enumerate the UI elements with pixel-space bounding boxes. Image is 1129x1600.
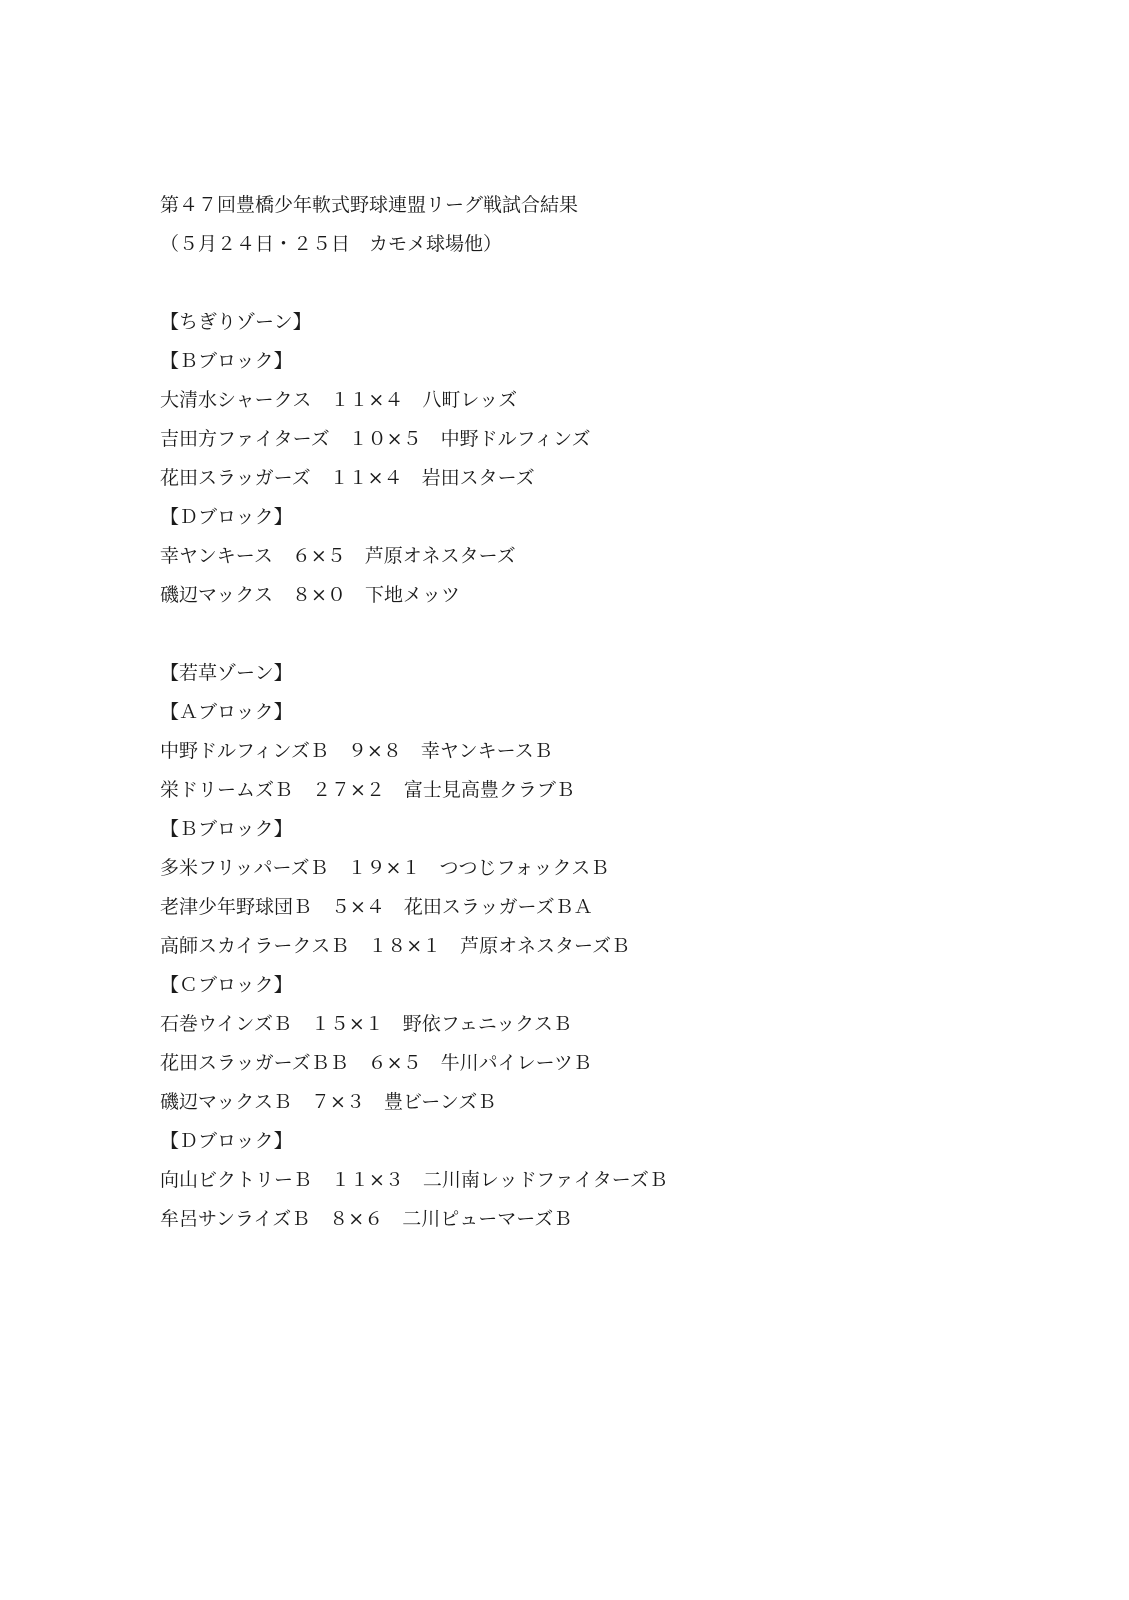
game-result: 向山ビクトリーＢ １１×３ 二川南レッドファイターズＢ bbox=[160, 1169, 668, 1191]
game-result: 磯辺マックスＢ ７×３ 豊ビーンズＢ bbox=[160, 1091, 497, 1113]
game-result: 多米フリッパーズＢ １９×１ つつじフォックスＢ bbox=[160, 857, 610, 879]
game-result: 花田スラッガーズＢＢ ６×５ 牛川パイレーツＢ bbox=[160, 1052, 592, 1074]
game-result: 牟呂サンライズＢ ８×６ 二川ピューマーズＢ bbox=[160, 1208, 573, 1230]
game-result: 花田スラッガーズ １１×４ 岩田スターズ bbox=[160, 467, 535, 489]
spacer bbox=[160, 615, 1060, 654]
spacer bbox=[160, 264, 1060, 303]
game-result: 石巻ウインズＢ １５×１ 野依フェニックスＢ bbox=[160, 1013, 572, 1035]
game-result: 大清水シャークス １１×４ 八町レッズ bbox=[160, 389, 518, 411]
block-heading: 【Ａブロック】 bbox=[160, 701, 293, 723]
block-heading: 【Ｄブロック】 bbox=[160, 506, 293, 528]
block-heading: 【Ｂブロック】 bbox=[160, 818, 293, 840]
game-result: 高師スカイラークスＢ １８×１ 芦原オネスターズＢ bbox=[160, 935, 631, 957]
block-heading: 【Ｃブロック】 bbox=[160, 974, 293, 996]
game-result: 栄ドリームズＢ ２７×２ 富士見高豊クラブＢ bbox=[160, 779, 575, 801]
block-heading: 【Ｄブロック】 bbox=[160, 1130, 293, 1152]
game-result: 中野ドルフィンズＢ ９×８ 幸ヤンキースＢ bbox=[160, 740, 553, 762]
block-heading: 【Ｂブロック】 bbox=[160, 350, 293, 372]
game-result: 幸ヤンキース ６×５ 芦原オネスターズ bbox=[160, 545, 516, 567]
document-subtitle: （５月２４日・２５日 カモメ球場他） bbox=[160, 233, 503, 255]
document-content bbox=[160, 186, 1060, 1239]
game-result: 吉田方ファイターズ １０×５ 中野ドルフィンズ bbox=[160, 428, 591, 450]
zone-heading: 【ちぎりゾーン】 bbox=[160, 311, 312, 333]
game-result: 磯辺マックス ８×０ 下地メッツ bbox=[160, 584, 460, 606]
game-result: 老津少年野球団Ｂ ５×４ 花田スラッガーズＢＡ bbox=[160, 896, 593, 918]
zone-heading: 【若草ゾーン】 bbox=[160, 662, 293, 684]
document-title: 第４７回豊橋少年軟式野球連盟リーグ戦試合結果 bbox=[160, 194, 579, 216]
